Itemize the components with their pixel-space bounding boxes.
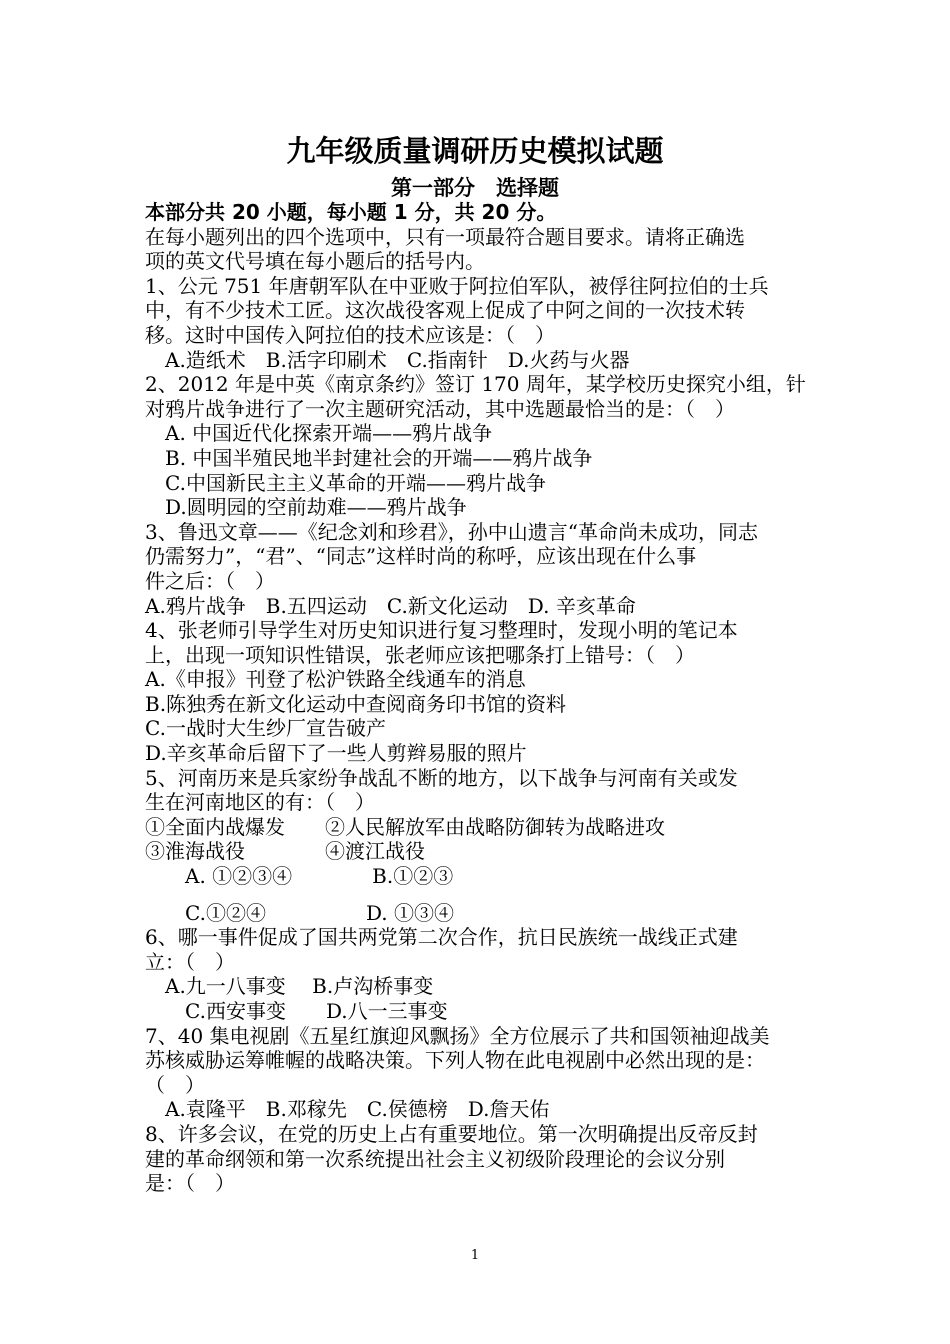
question-6-stem: 立：（ ） — [145, 949, 235, 974]
question-2-stem: 对鸦片战争进行了一次主题研究活动，其中选题最恰当的是：（ ） — [145, 396, 735, 421]
questions-body — [145, 200, 813, 1196]
question-7-stem: 7、40 集电视剧《五星红旗迎风飘扬》全方位展示了共和国领袖迎战美 — [145, 1023, 770, 1048]
question-4-option: B.陈独秀在新文化运动中查阅商务印书馆的资料 — [145, 691, 567, 716]
instruction-line: 在每小题列出的四个选项中，只有一项最符合题目要求。请将正确选 — [145, 224, 745, 249]
question-4-option: A.《申报》刊登了松沪铁路全线通车的消息 — [145, 667, 526, 692]
instruction-line: 项的英文代号填在每小题后的括号内。 — [145, 249, 485, 274]
spacer — [145, 889, 813, 901]
question-7-stem: 苏核威胁运筹帷幄的战略决策。下列人物在此电视剧中必然出现的是： — [145, 1048, 765, 1073]
question-4-option: D.辛亥革命后留下了一些人剪辫易服的照片 — [145, 741, 527, 766]
question-2-stem: 2、2012 年是中英《南京条约》签订 170 周年，某学校历史探究小组，针 — [145, 372, 806, 397]
question-1-stem: 中，有不少技术工匠。这次战役客观上促成了中阿之间的一次技术转 — [145, 298, 745, 323]
question-8-stem: 8、许多会议，在党的历史上占有重要地位。第一次明确提出反帝反封 — [145, 1121, 758, 1146]
question-3-stem: 件之后：（ ） — [145, 568, 275, 593]
question-5-options: C.①②④ D. ①③④ — [145, 900, 454, 925]
question-3-stem: 3、鲁迅文章——《纪念刘和珍君》，孙中山遗言“革命尚未成功，同志 — [145, 519, 758, 544]
question-2-option: C.中国新民主主义革命的开端——鸦片战争 — [145, 470, 546, 495]
question-1-stem: 1、公元 751 年唐朝军队在中亚败于阿拉伯军队，被俘往阿拉伯的士兵 — [145, 273, 769, 298]
question-6-options: C.西安事变 D.八一三事变 — [145, 999, 448, 1023]
question-1-stem: 移。这时中国传入阿拉伯的技术应该是：（ ） — [145, 322, 555, 347]
question-1-options: A.造纸术 B.活字印刷术 C.指南针 D.火药与火器 — [145, 347, 630, 372]
page-title: 九年级质量调研历史模拟试题 — [286, 134, 664, 168]
question-6-stem: 6、哪一事件促成了国共两党第二次合作，抗日民族统一战线正式建 — [145, 925, 738, 950]
question-4-stem: 4、张老师引导学生对历史知识进行复习整理时，发现小明的笔记本 — [145, 618, 738, 643]
question-3-options: A.鸦片战争 B.五四运动 C.新文化运动 D. 辛亥革命 — [145, 593, 636, 618]
question-5-options: A. ①②③④ B.①②③ — [145, 864, 454, 889]
section-title: 第一部分 选择题 — [391, 176, 559, 200]
question-4-stem: 上，出现一项知识性错误，张老师应该把哪条打上错号：（ ） — [145, 642, 695, 667]
question-4-option: C.一战时大生纱厂宣告破产 — [145, 716, 386, 741]
section-summary: 本部分共 20 小题，每小题 1 分，共 20 分。 — [145, 200, 557, 224]
question-2-option: D.圆明园的空前劫难——鸦片战争 — [145, 495, 467, 520]
question-2-option: B. 中国半殖民地半封建社会的开端——鸦片战争 — [145, 445, 593, 470]
question-3-stem: 仍需努力”，“君”、“同志”这样时尚的称呼，应该出现在什么事 — [145, 544, 697, 569]
question-7-stem: （ ） — [145, 1072, 205, 1097]
question-8-stem: 建的革命纲领和第一次系统提出社会主义初级阶段理论的会议分别 — [145, 1146, 725, 1171]
question-7-options: A.袁隆平 B.邓稼先 C.侯德榜 D.詹天佑 — [145, 1097, 550, 1122]
question-5-stem: 5、河南历来是兵家纷争战乱不断的地方，以下战争与河南有关或发 — [145, 765, 738, 790]
question-5-stem: ①全面内战爆发 ②人民解放军由战略防御转为战略进攻 — [145, 814, 665, 839]
question-8-stem: 是：（ ） — [145, 1171, 235, 1196]
question-5-stem: ③淮海战役 ④渡江战役 — [145, 839, 425, 864]
page-number: 1 — [470, 1248, 480, 1263]
question-5-stem: 生在河南地区的有：（ ） — [145, 790, 375, 815]
question-6-options: A.九一八事变 B.卢沟桥事变 — [145, 974, 434, 999]
question-2-option: A. 中国近代化探索开端——鸦片战争 — [145, 421, 493, 446]
